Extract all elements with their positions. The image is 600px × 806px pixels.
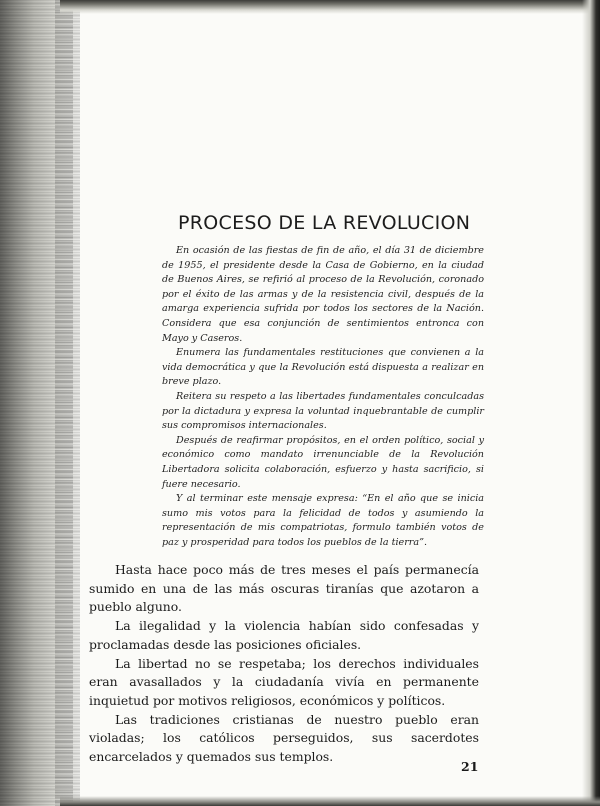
body-text — [89, 561, 479, 767]
scan-right-edge — [582, 0, 600, 806]
scan-bottom-edge — [60, 796, 600, 806]
body-paragraph: Hasta hace poco más de tres meses el país permanecía sumido en una de las más oscuras tiranías que azotaron a pueblo alguno. — [89, 562, 479, 615]
spine-shadow — [55, 0, 73, 806]
scan-binding-edge — [0, 0, 80, 806]
summary-paragraph: En ocasión de las fiestas de fin de año, el día 31 de diciembre de 1955, el presidente desde la Casa de Gobierno, en la ciudad de Buenos Aires, se refirió al proceso de la Revolución, coronado por el éxito de las armas y de la resistencia civil, después de la amarga experiencia sufrida por todos los sectores de la Nación. Considera que esa conjunción de sentimientos entronca con Mayo y Caseros. — [162, 245, 484, 344]
chapter-summary — [162, 244, 484, 550]
body-paragraph: La ilegalidad y la violencia habían sido confesadas y proclamadas desde las posiciones oficiales. — [89, 618, 479, 652]
body-paragraph: La libertad no se respetaba; los derechos individuales eran avasallados y la ciudadanía vivía en permanente inquietud por motivos religiosos, económicos y políticos. — [89, 655, 479, 708]
chapter-title: PROCESO DE LA REVOLUCION — [178, 212, 471, 234]
summary-paragraph: Después de reafirmar propósitos, en el orden político, social y económico como mandato irrenunciable de la Revolución Libertadora solicita colaboración, esfuerzo y hasta sacrificio, si fuere necesario. — [162, 434, 484, 490]
summary-paragraph: Enumera las fundamentales restituciones que convienen a la vida democrática y que la Revolución está dispuesta a realizar en breve plazo. — [162, 347, 484, 388]
summary-paragraph: Y al terminar este mensaje expresa: “En el año que se inicia sumo mis votos para la felicidad de todos y asumiendo la representación de mis compatriotas, formulo también votos de paz y prosperidad para todos los pueblos de la tierra”. — [162, 493, 484, 548]
scan-top-edge — [60, 0, 600, 14]
summary-paragraph: Reitera su respeto a las libertades fundamentales conculcadas por la dictadura y expresa la voluntad inquebrantable de cumplir sus compromisos internacionales. — [162, 390, 484, 432]
body-paragraph: Las tradiciones cristianas de nuestro pueblo eran violadas; los católicos perseguidos, sus sacerdotes encarcelados y quemados sus templos. — [89, 711, 479, 765]
page-number: 21 — [461, 759, 479, 774]
